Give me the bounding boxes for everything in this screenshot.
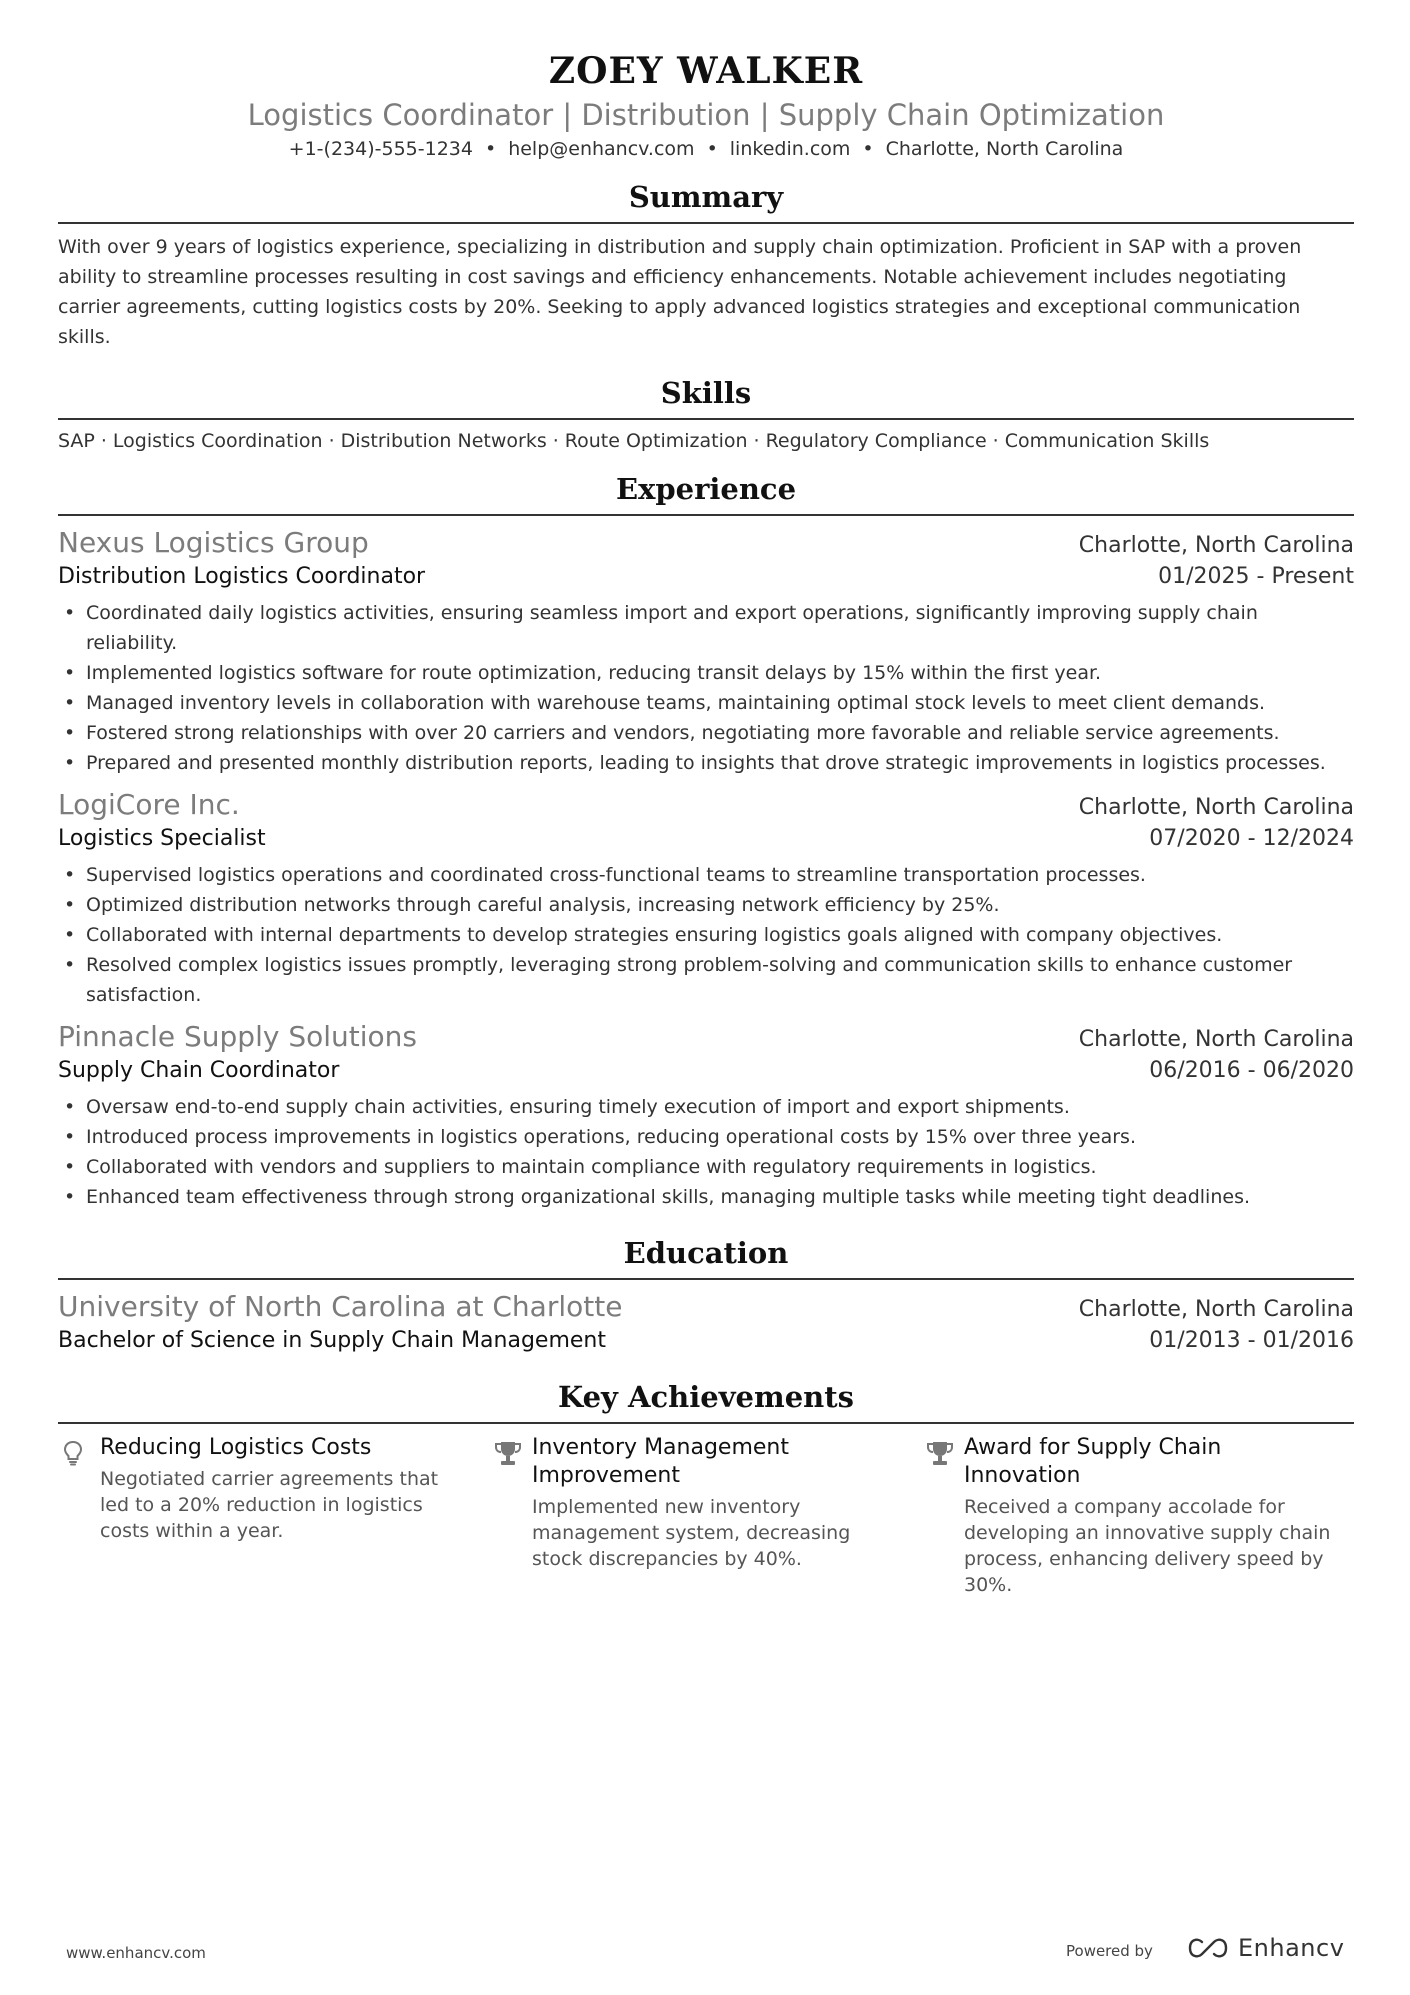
bullet-item: • Collaborated with vendors and suppliers to maintain compliance with regulatory requirements in logistics. [58,1152,1354,1182]
resume-page [58,0,1354,1995]
job-title: Supply Chain Coordinator [58,1058,340,1083]
brand-name: Enhancv [1238,1934,1345,1962]
job-title: Distribution Logistics Coordinator [58,564,426,589]
achievements-grid [58,1434,1354,1598]
trophy-icon [490,1434,532,1598]
phone[interactable]: +1-(234)-555-1234 [288,138,473,160]
trophy-icon [922,1434,964,1598]
bullet-list [58,598,1354,778]
job-location: Charlotte, North Carolina [1078,795,1354,820]
job-dates: 07/2020 - 12/2024 [1149,826,1354,851]
bullet-item: • Collaborated with internal departments to develop strategies ensuring logistics goals aligned with company objectives. [58,920,1354,950]
degree: Bachelor of Science in Supply Chain Management [58,1328,607,1353]
bullet-item: • Oversaw end-to-end supply chain activities, ensuring timely execution of import and export shipments. [58,1092,1354,1122]
bullet-item: • Introduced process improvements in logistics operations, reducing operational costs by 15% over three years. [58,1122,1354,1152]
skill-item: Regulatory Compliance [765,430,987,452]
resume-header [58,0,1354,162]
linkedin-link[interactable]: linkedin.com [729,138,851,160]
page-footer [0,1930,1410,1970]
powered-by-label: Powered by [1066,1942,1153,1960]
enhancv-logo-icon [1186,1936,1230,1960]
separator-dot: • [862,138,874,160]
achievement-title: Inventory Management Improvement [532,1435,789,1488]
bullet-item: • Fostered strong relationships with over 20 carriers and vendors, negotiating more favorable and reliable service agreements. [58,718,1354,748]
location: Charlotte, North Carolina [885,138,1124,160]
bullet-list [58,860,1354,1010]
achievement-description: Implemented new inventory management system, decreasing stock discrepancies by 40%. [532,1496,851,1570]
skill-item: Communication Skills [1004,430,1210,452]
school-name: University of North Carolina at Charlotte [58,1290,623,1323]
skill-item: Logistics Coordination [112,430,323,452]
bullet-item: • Implemented logistics software for route optimization, reducing transit delays by 15% within the first year. [58,658,1354,688]
bullet-item: • Resolved complex logistics issues promptly, leveraging strong problem-solving and communication skills to enhance customer satisfaction. [58,950,1354,1010]
achievement-card [490,1434,922,1598]
separator-dot: • [484,138,497,160]
job-title: Logistics Specialist [58,826,266,851]
school-location: Charlotte, North Carolina [1078,1297,1354,1322]
skills-section [58,374,1354,456]
company-name: Nexus Logistics Group [58,526,369,559]
enhancv-logo[interactable] [1186,1934,1344,1962]
candidate-name: ZOEY WALKER [548,50,864,92]
skills-list: SAP · Logistics Coordination · Distribution Networks · Route Optimization · Regulatory Compliance · Communication Skills [58,430,1210,452]
achievement-card [922,1434,1354,1598]
job-entry [58,786,1354,1010]
skill-item: Route Optimization [564,430,748,452]
education-section [58,1234,1354,1356]
company-name: LogiCore Inc. [58,788,240,821]
job-dates: 01/2025 - Present [1158,564,1354,589]
section-title: Key Achievements [58,1378,1354,1424]
education-dates: 01/2013 - 01/2016 [1149,1328,1354,1353]
job-location: Charlotte, North Carolina [1078,1027,1354,1052]
achievements-section [58,1378,1354,1598]
achievement-card [58,1434,490,1598]
bullet-item: • Enhanced team effectiveness through strong organizational skills, managing multiple tasks while meeting tight deadlines. [58,1182,1354,1212]
summary-section [58,178,1354,352]
achievement-title: Award for Supply Chain Innovation [964,1435,1222,1488]
section-title: Skills [58,374,1354,420]
skill-item: Distribution Networks [340,430,547,452]
bullet-item: • Prepared and presented monthly distribution reports, leading to insights that drove strategic improvements in logistics processes. [58,748,1354,778]
bullet-item: • Supervised logistics operations and coordinated cross-functional teams to streamline transportation processes. [58,860,1354,890]
achievement-description: Received a company accolade for developing an innovative supply chain process, enhancing delivery speed by 30%. [964,1496,1331,1596]
footer-url[interactable]: www.enhancv.com [66,1944,206,1962]
job-entry [58,524,1354,778]
job-entry [58,1018,1354,1212]
job-dates: 06/2016 - 06/2020 [1149,1058,1354,1083]
section-title: Experience [58,470,1354,516]
separator-dot: • [706,138,718,160]
section-title: Summary [58,178,1354,224]
email[interactable]: help@enhancv.com [508,138,695,160]
experience-section [58,470,1354,1212]
headline: Logistics Coordinator | Distribution | Supply Chain Optimization [247,98,1165,132]
summary-text: With over 9 years of logistics experience, specializing in distribution and supply chain optimization. Proficient in SAP with a proven ability to streamline processes resulting in cost savings and efficiency enhancements. Notable achievement includes negotiating carrier agreements, cutting logistics costs by 20%. Seeking to apply advanced logistics strategies and exceptional communication skills. [58,236,1302,348]
bullet-item: • Optimized distribution networks through careful analysis, increasing network efficiency by 25%. [58,890,1354,920]
company-name: Pinnacle Supply Solutions [58,1020,417,1053]
section-title: Education [58,1234,1354,1280]
achievement-description: Negotiated carrier agreements that led to a 20% reduction in logistics costs within a year. [100,1468,439,1542]
job-location: Charlotte, North Carolina [1078,533,1354,558]
contact-line [58,136,1354,162]
lightbulb-icon [58,1434,100,1598]
achievement-title: Reducing Logistics Costs [100,1435,372,1460]
education-entry [58,1288,1354,1356]
bullet-item: • Managed inventory levels in collaboration with warehouse teams, maintaining optimal stock levels to meet client demands. [58,688,1354,718]
skill-item: SAP [58,430,95,452]
bullet-list [58,1092,1354,1212]
bullet-item: • Coordinated daily logistics activities, ensuring seamless import and export operations, significantly improving supply chain reliability. [58,598,1354,658]
